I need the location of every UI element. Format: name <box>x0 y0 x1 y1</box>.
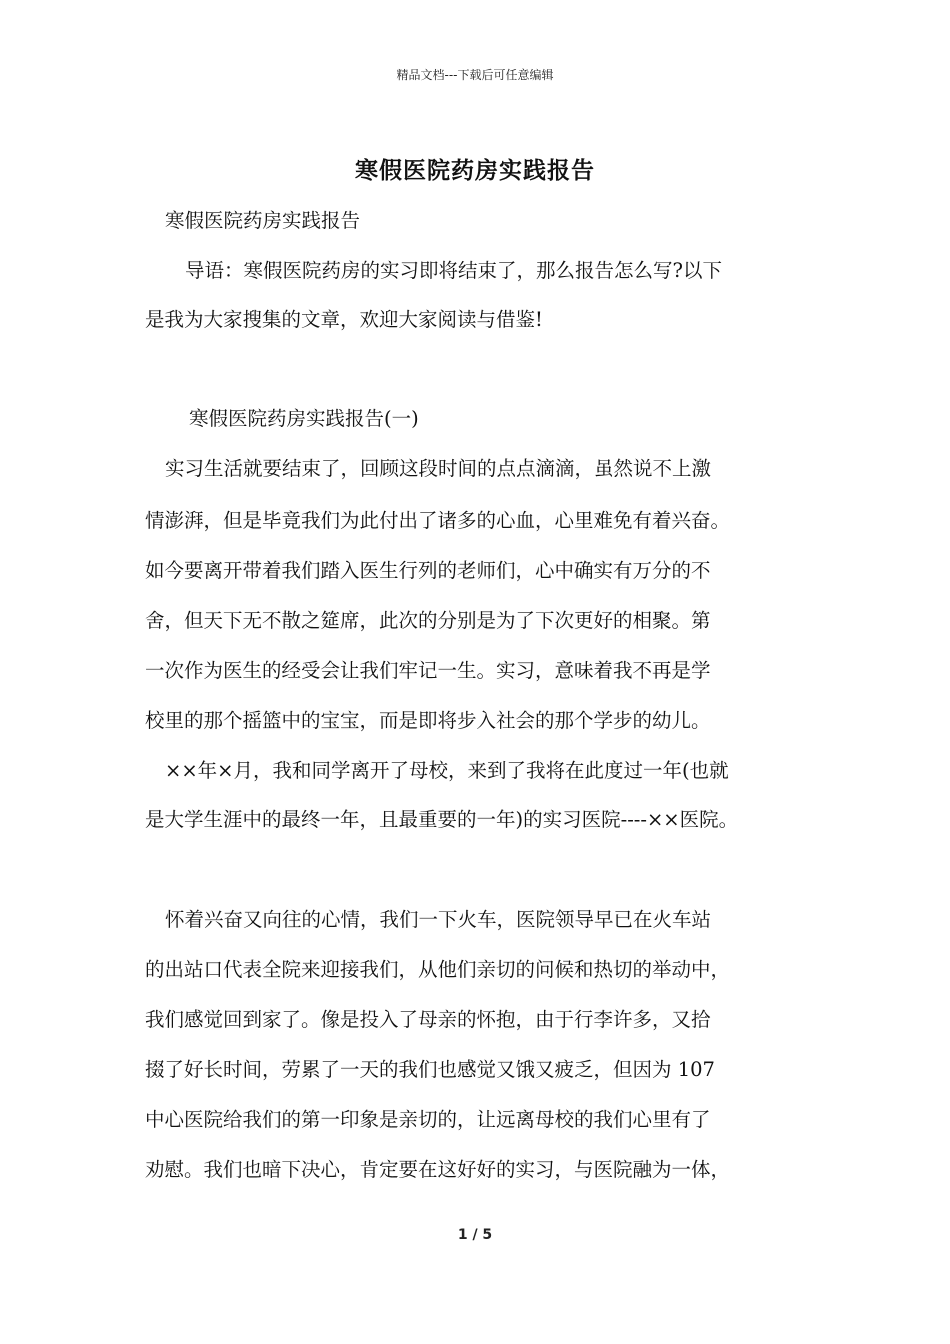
paragraph-line: 一次作为医生的经受会让我们牢记一生。实习，意味着我不再是学 <box>145 659 711 682</box>
page-number: 1 / 5 <box>457 1227 493 1243</box>
paragraph-line: 实习生活就要结束了，回顾这段时间的点点滴滴，虽然说不上激 <box>165 457 712 480</box>
paragraph-line: 中心医院给我们的第一印象是亲切的，让远离母校的我们心里有了 <box>145 1108 711 1131</box>
subtitle-line: 寒假医院药房实践报告 <box>165 209 361 232</box>
page-header: 精品文档---下载后可任意编辑 <box>396 68 554 82</box>
paragraph-line: 舍，但天下无不散之筵席，此次的分别是为了下次更好的相聚。第 <box>145 609 711 632</box>
intro-line-1: 导语：寒假医院药房的实习即将结束了，那么报告怎么写?以下 <box>185 259 722 282</box>
paragraph-line: 怀着兴奋又向往的心情，我们一下火车，医院领导早已在火车站 <box>165 908 712 931</box>
paragraph-line: 情澎湃，但是毕竟我们为此付出了诸多的心血，心里难免有着兴奋。 <box>145 509 731 532</box>
paragraph-line: 校里的那个摇篮中的宝宝，而是即将步入社会的那个学步的幼儿。 <box>145 709 711 732</box>
paragraph-line: 是大学生涯中的最终一年，且最重要的一年)的实习医院----××医院。 <box>145 808 739 831</box>
section-heading: 寒假医院药房实践报告(一) <box>189 407 419 430</box>
paragraph-line: 我们感觉回到家了。像是投入了母亲的怀抱，由于行李许多，又拾 <box>145 1008 711 1031</box>
paragraph-line: 劝慰。我们也暗下决心，肯定要在这好好的实习，与医院融为一体， <box>145 1158 731 1181</box>
paragraph-line: 掇了好长时间，劳累了一天的我们也感觉又饿又疲乏，但因为 107 <box>145 1058 715 1081</box>
paragraph-line: 的出站口代表全院来迎接我们，从他们亲切的问候和热切的举动中， <box>145 958 731 981</box>
document-title: 寒假医院药房实践报告 <box>355 157 595 184</box>
paragraph-line: 如今要离开带着我们踏入医生行列的老师们，心中确实有万分的不 <box>145 559 711 582</box>
paragraph-line: ××年×月，我和同学离开了母校，来到了我将在此度过一年(也就 <box>165 759 729 782</box>
intro-line-2: 是我为大家搜集的文章，欢迎大家阅读与借鉴! <box>145 308 543 331</box>
